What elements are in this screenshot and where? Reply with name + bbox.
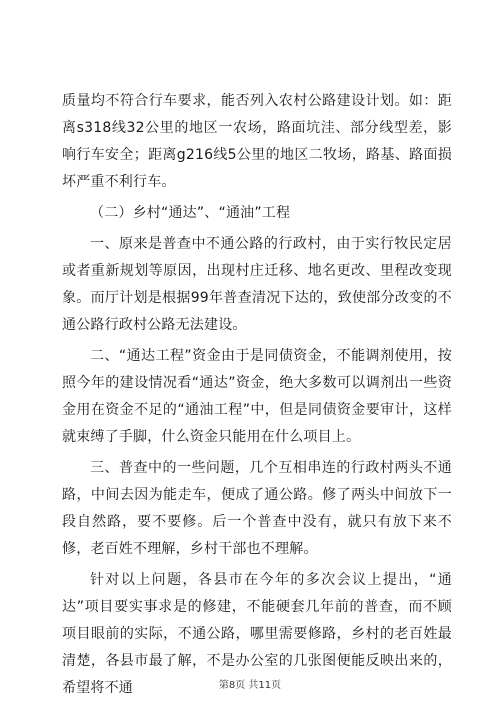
paragraph-continuation: 质量均不符合行车要求，能否列入农村公路建设计划。如：距离s318线32公里的地区一农场，路面坑洼、部分线型差，影响行车安全；距离g216线5公里的地区二牧场，路基、路面损坏严重不利行车。 (62, 93, 452, 190)
paragraph-item-1: 一、原来是普查中不通公路的行政村，由于实行牧民定居或者重新规划等原因，出现村庄迁移、地名更改、里程改变现象。而厅计划是根据99年普查清况下达的，致使部分改变的不通公路行政村公路无法建设。 (62, 236, 452, 333)
paragraph-conclusion: 针对以上问题，各县市在今年的多次会议上提出，“通达”项目要实事求是的修建，不能硬套几年前的普查，而不顾项目眼前的实际，不通公路，哪里需要修路，乡村的老百姓最清楚，各县市最了解，不是办公室的几张图便能反映出来的，希望将不通 (62, 572, 452, 696)
paragraph-item-2: 二、“通达工程”资金由于是同债资金，不能调剂使用，按照今年的建设情况看“通达”资金，绝大多数可以调剂出一些资金用在资金不足的“通油工程”中，但是同债资金要审计，这样就束缚了手脚，什么资金只能用在什么项目上。 (62, 348, 452, 445)
document-body (62, 88, 452, 702)
paragraph-item-3: 三、普查中的一些问题，几个互相串连的行政村两头不通路，中间去因为能走车，便成了通公路。修了两头中间放下一段自然路，要不要修。后一个普查中没有，就只有放下来不修，老百姓不理解，乡村干部也不理解。 (62, 460, 452, 557)
page-number-footer: 第8页 共11页 (218, 680, 282, 691)
section-heading: （二）乡村“通达”、“通油”工程 (90, 205, 291, 221)
